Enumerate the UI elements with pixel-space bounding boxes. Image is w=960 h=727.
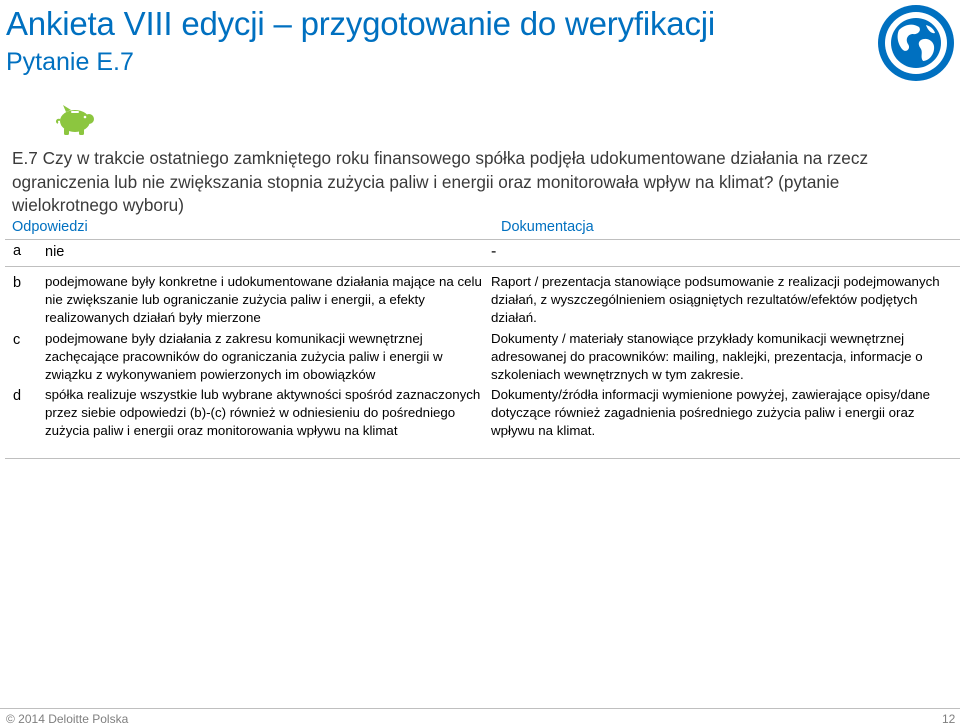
documentation-text: Raport / prezentacja stanowiące podsumowanie z realizacji podejmowanych działań, z wyszczególnieniem osiągniętych rezultatów/efektów podjętych działań. — [491, 274, 940, 326]
footer-divider — [0, 708, 960, 709]
answer-text: podejmowane były działania z zakresu komunikacji wewnętrznej zachęcające pracowników do ograniczania zużycia paliw i energii w związku z wykonywaniem powierzonych im obowiązków — [45, 331, 443, 383]
documentation-column-header: Dokumentacja — [501, 219, 594, 235]
documentation-text: - — [491, 243, 497, 260]
table-divider — [5, 266, 960, 267]
row-letter: a — [13, 243, 22, 259]
row-letter: c — [13, 332, 21, 348]
documentation-text: Dokumenty / materiały stanowiące przykłady komunikacji wewnętrznej adresowanej do pracowników: mailing, naklejki, prezentacja, informacje o szkoleniach wewnętrznych w tym zakresie. — [491, 331, 923, 383]
table-divider — [5, 239, 960, 240]
page-number: 12 — [942, 712, 956, 726]
slide-title-block — [6, 4, 866, 77]
question-text: E.7 Czy w trakcie ostatniego zamkniętego roku finansowego spółka podjęła udokumentowane działania na rzecz ograniczenia lub nie zwiększania stopnia zużycia paliw i energii oraz monitorowała wpływ na klimat? (pytanie wielokrotnego wyboru) — [12, 148, 869, 215]
row-letter: b — [13, 275, 22, 291]
piggy-bank-icon — [54, 103, 96, 137]
slide-title: Ankieta VIII edycji – przygotowanie do weryfikacji — [6, 5, 716, 42]
answer-text: podejmowane były konkretne i udokumentowane działania mające na celu nie zwiększanie lub ograniczanie zużycia paliw i energii, a efekty realizowanych działań były mierzone — [45, 274, 482, 326]
row-letter: d — [13, 388, 22, 404]
documentation-text: Dokumenty/źródła informacji wymienione powyżej, zawierające opisy/dane dotyczące również zagadnienia pośredniego zużycia paliw i energii oraz wpływu na klimat. — [491, 387, 930, 439]
table-divider — [5, 458, 960, 459]
globe-icon — [877, 4, 955, 82]
answers-column-header: Odpowiedzi — [12, 219, 88, 235]
footer-copyright: © 2014 Deloitte Polska — [6, 712, 129, 726]
answer-text: nie — [45, 244, 65, 260]
slide-subtitle: Pytanie E.7 — [6, 48, 134, 76]
answer-text: spółka realizuje wszystkie lub wybrane aktywności spośród zaznaczonych przez siebie odpowiedzi (b)-(c) również w odniesieniu do pośredniego zużycia paliw i energii oraz monitorowania wpływu na klimat — [45, 387, 481, 439]
